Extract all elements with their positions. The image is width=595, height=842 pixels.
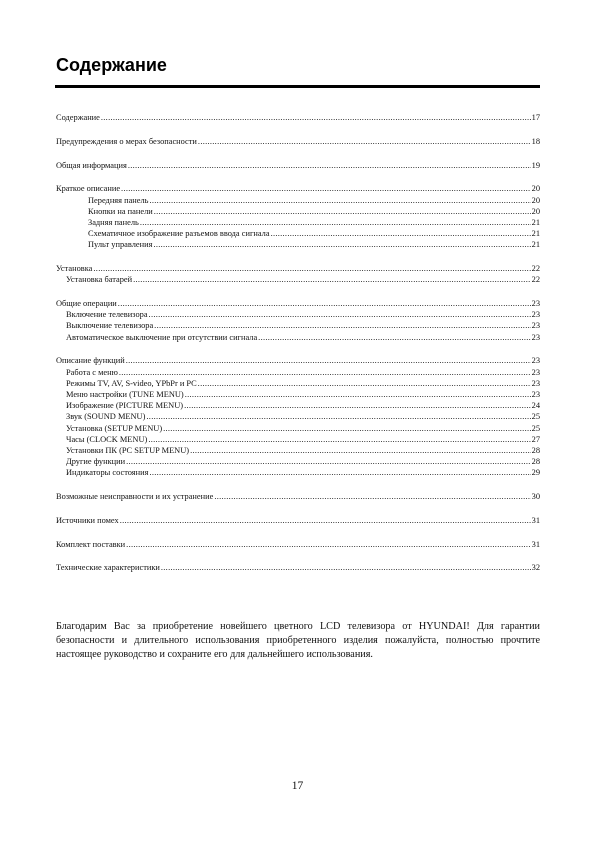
toc-entry-page: 17 [531,113,540,122]
toc-entry-page: 23 [531,389,540,399]
toc-leader-dots [163,423,531,434]
toc-leader-dots [119,367,531,378]
toc-leader-dots [121,183,531,194]
toc-entry[interactable] [56,332,540,343]
toc-entry-title: Технические характеристики [56,563,160,573]
toc-entry-page: 31 [531,539,540,549]
toc-leader-dots [198,136,531,147]
toc-entry[interactable] [56,434,540,445]
toc-entry[interactable] [56,136,540,147]
toc-entry[interactable] [56,378,540,389]
toc-entry-title: Схематичное изображение разъемов ввода сигнала [88,229,270,239]
toc-entry-title: Общая информация [56,160,127,170]
toc-entry-page: 18 [531,136,540,146]
toc-entry-title: Пульт управления [88,240,153,250]
toc-entry[interactable] [56,298,540,309]
toc-entry-title: Комплект поставки [56,539,126,549]
toc-entry-title: Содержание [56,113,100,122]
toc-leader-dots [185,389,531,400]
toc-spacer [56,171,540,184]
toc-leader-dots [126,456,531,467]
toc-leader-dots [126,539,530,550]
toc-leader-dots [214,491,530,502]
toc-leader-dots [154,206,531,217]
toc-entry-page: 20 [531,184,540,194]
toc-entry-title: Установки ПК (PC SETUP MENU) [66,445,190,455]
toc-entry-page: 23 [531,321,540,331]
toc-entry[interactable] [56,539,540,550]
toc-entry-page: 25 [531,412,540,422]
toc-leader-dots [271,228,531,239]
toc-leader-dots [184,400,531,411]
toc-leader-dots [148,434,530,445]
toc-entry-page: 25 [531,423,540,433]
toc-entry-title: Включение телевизора [66,310,148,320]
toc-entry-page: 22 [531,275,540,285]
toc-entry[interactable] [56,445,540,456]
toc-entry[interactable] [56,423,540,434]
toc-entry-title: Часы (CLOCK MENU) [66,434,148,444]
page-number: 17 [291,780,304,792]
toc-leader-dots [154,320,530,331]
table-of-contents [56,112,540,574]
toc-entry[interactable] [56,228,540,239]
toc-entry[interactable] [56,411,540,422]
toc-entry-title: Задняя панель [88,217,139,227]
toc-entry-title: Изображение (PICTURE MENU) [66,401,184,411]
toc-entry[interactable] [56,217,540,228]
toc-entry-page: 24 [531,401,540,411]
toc-leader-dots [146,411,530,422]
toc-leader-dots [140,217,531,228]
toc-entry-title: Выключение телевизора [66,321,154,331]
toc-entry-page: 21 [531,240,540,250]
toc-spacer [56,526,540,539]
toc-entry-title: Установка [56,264,93,274]
toc-entry-page: 23 [531,299,540,309]
toc-entry-page: 28 [531,457,540,467]
toc-leader-dots [126,355,531,366]
toc-entry[interactable] [56,263,540,274]
toc-entry-title: Меню настройки (TUNE MENU) [66,389,184,399]
toc-entry-title: Режимы TV, AV, S-video, YPbPr и PC [66,378,197,388]
toc-entry-title: Предупреждения о мерах безопасности [56,136,197,146]
toc-entry-page: 29 [531,468,540,478]
toc-entry-page: 21 [531,229,540,239]
toc-entry-page: 23 [531,367,540,377]
toc-leader-dots [153,239,530,250]
toc-spacer [56,502,540,515]
toc-entry[interactable] [56,456,540,467]
toc-spacer [56,343,540,356]
toc-entry-page: 23 [531,332,540,342]
toc-entry-title: Возможные неисправности и их устранение [56,492,214,502]
toc-leader-dots [133,274,531,285]
toc-entry[interactable] [56,467,540,478]
toc-spacer [56,123,540,136]
toc-entry-page: 20 [531,195,540,205]
toc-entry-page: 23 [531,310,540,320]
toc-entry[interactable] [56,491,540,502]
toc-entry[interactable] [56,309,540,320]
toc-entry-title: Общие операции [56,299,117,309]
toc-entry-page: 22 [531,264,540,274]
toc-entry-title: Другие функции [66,457,126,467]
toc-leader-dots [149,309,531,320]
toc-spacer [56,250,540,263]
toc-entry-page: 21 [531,217,540,227]
toc-entry-title: Установка батарей [66,275,133,285]
toc-entry[interactable] [56,195,540,206]
toc-entry[interactable] [56,389,540,400]
toc-entry[interactable] [56,183,540,194]
toc-entry-page: 23 [531,378,540,388]
toc-entry-page: 23 [531,356,540,366]
toc-leader-dots [149,467,530,478]
toc-leader-dots [190,445,531,456]
title-underline [55,85,540,88]
toc-entry[interactable] [56,274,540,285]
toc-leader-dots [161,562,531,573]
toc-entry-page: 28 [531,445,540,455]
toc-entry-page: 20 [531,206,540,216]
toc-leader-dots [258,332,530,343]
toc-entry-title: Индикаторы состояния [66,468,149,478]
toc-entry-title: Источники помех [56,515,119,525]
toc-entry[interactable] [56,112,540,123]
toc-entry-title: Описание функций [56,356,125,366]
toc-entry-title: Кнопки на панели [88,206,153,216]
toc-entry[interactable] [56,239,540,250]
toc-spacer [56,478,540,491]
toc-spacer [56,147,540,160]
toc-leader-dots [198,378,531,389]
toc-entry-title: Работа с меню [66,367,118,377]
toc-entry-page: 31 [531,515,540,525]
toc-entry-page: 32 [531,563,540,573]
toc-entry[interactable] [56,355,540,366]
toc-entry[interactable] [56,562,540,573]
toc-entry[interactable] [56,515,540,526]
intro-paragraph: Благодарим Вас за приобретение новейшего цветного LCD телевизора от HYUNDAI! Для гарантии безопасности и длительного использования приобретенного изделия пожалуйста, полностью прочтите настоящее руководство и сохраните его для дальнейшего использования. [56,621,540,660]
toc-entry[interactable] [56,400,540,411]
toc-entry-page: 30 [531,492,540,502]
toc-entry-title: Краткое описание [56,184,121,194]
toc-leader-dots [120,515,531,526]
toc-spacer [56,285,540,298]
toc-entry[interactable] [56,206,540,217]
toc-entry-title: Звук (SOUND MENU) [66,412,146,422]
toc-entry[interactable] [56,160,540,171]
toc-entry-title: Автоматическое выключение при отсутствии сигнала [66,332,258,342]
toc-entry-title: Передняя панель [88,195,149,205]
toc-entry-page: 19 [531,160,540,170]
toc-entry-title: Установка (SETUP MENU) [66,423,163,433]
toc-leader-dots [128,160,531,171]
toc-leader-dots [118,298,531,309]
toc-leader-dots [150,195,531,206]
toc-spacer [56,550,540,563]
page-title: Содержание [56,55,167,75]
toc-entry[interactable] [56,320,540,331]
toc-entry-page: 27 [531,434,540,444]
toc-leader-dots [93,263,530,274]
toc-entry[interactable] [56,367,540,378]
toc-leader-dots [101,112,531,123]
